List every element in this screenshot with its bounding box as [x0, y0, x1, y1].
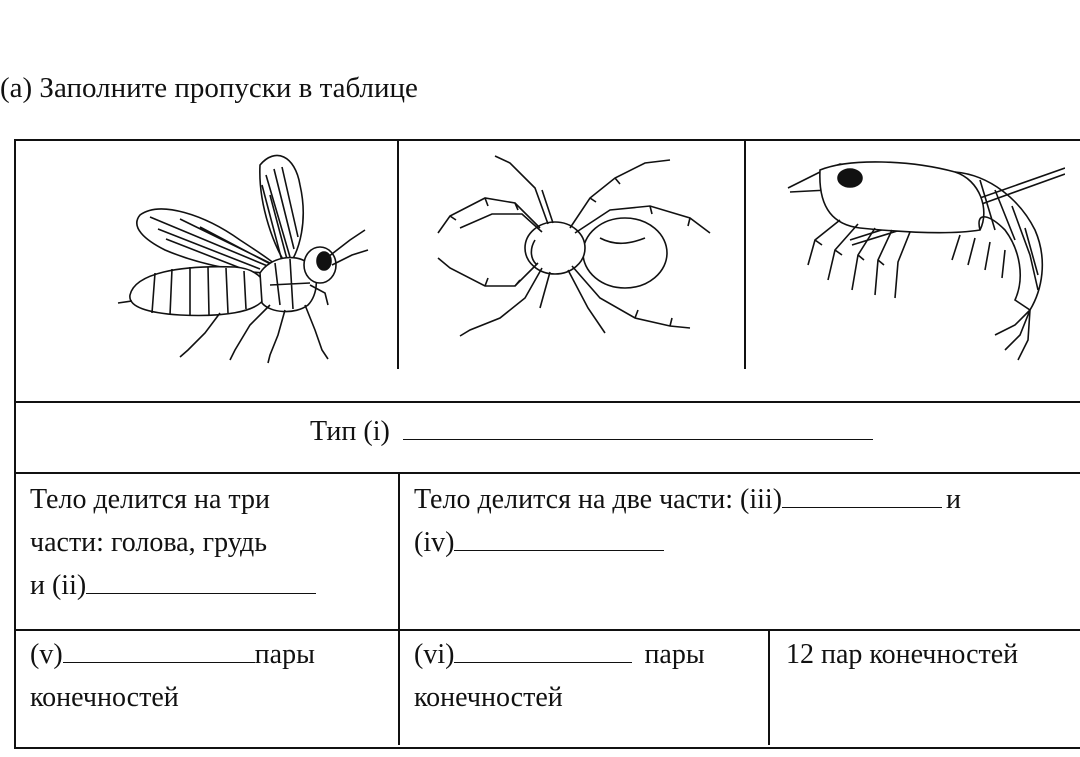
blank-ii-label: и (ii): [30, 570, 87, 601]
limbs-col1-line2: конечностей: [30, 682, 179, 713]
blank-vi-label: (vi): [414, 639, 455, 670]
limbs-col3: 12 пар конечностей: [786, 639, 1019, 670]
image-divider-1: [397, 141, 399, 369]
blank-iii-label: Тело делится на две части: (iii): [414, 484, 783, 515]
body-left-line1: Тело делится на три: [30, 484, 270, 515]
body-left-line2: части: голова, грудь: [30, 527, 267, 558]
page-title: (а) Заполните пропуски в таблице: [0, 72, 418, 104]
blank-iv-label: (iv): [414, 527, 455, 558]
limbs-col-divider: [768, 630, 770, 745]
answer-blank-i[interactable]: [403, 417, 873, 440]
image-divider-2: [744, 141, 746, 369]
body-left-line3: [30, 564, 316, 607]
body-right-line2: [414, 521, 664, 564]
fly-insect-icon: [110, 145, 380, 370]
limbs-col2-line1: [414, 633, 705, 676]
limbs-col1-line1: [30, 633, 315, 676]
type-label: Тип (i): [310, 416, 390, 447]
answer-blank-ii[interactable]: [86, 571, 316, 594]
row-divider-body: [14, 629, 1080, 631]
pairs-word-1: пары: [254, 639, 315, 670]
body-col-divider: [398, 473, 400, 745]
body-right-line1: [414, 478, 961, 521]
answer-blank-iv[interactable]: [454, 528, 664, 551]
shrimp-icon: [780, 150, 1065, 370]
answer-blank-vi[interactable]: [454, 640, 632, 663]
blank-v-label: (v): [30, 639, 63, 670]
spider-icon: [430, 148, 730, 343]
row-divider-images: [14, 401, 1080, 403]
answer-blank-iii[interactable]: [782, 485, 942, 508]
row-divider-type: [14, 472, 1080, 474]
answer-blank-v[interactable]: [63, 640, 255, 663]
conjunction-and: и: [946, 484, 962, 515]
limbs-col2-line2: конечностей: [414, 682, 563, 713]
type-row: [310, 410, 873, 453]
pairs-word-2: пары: [644, 639, 705, 670]
